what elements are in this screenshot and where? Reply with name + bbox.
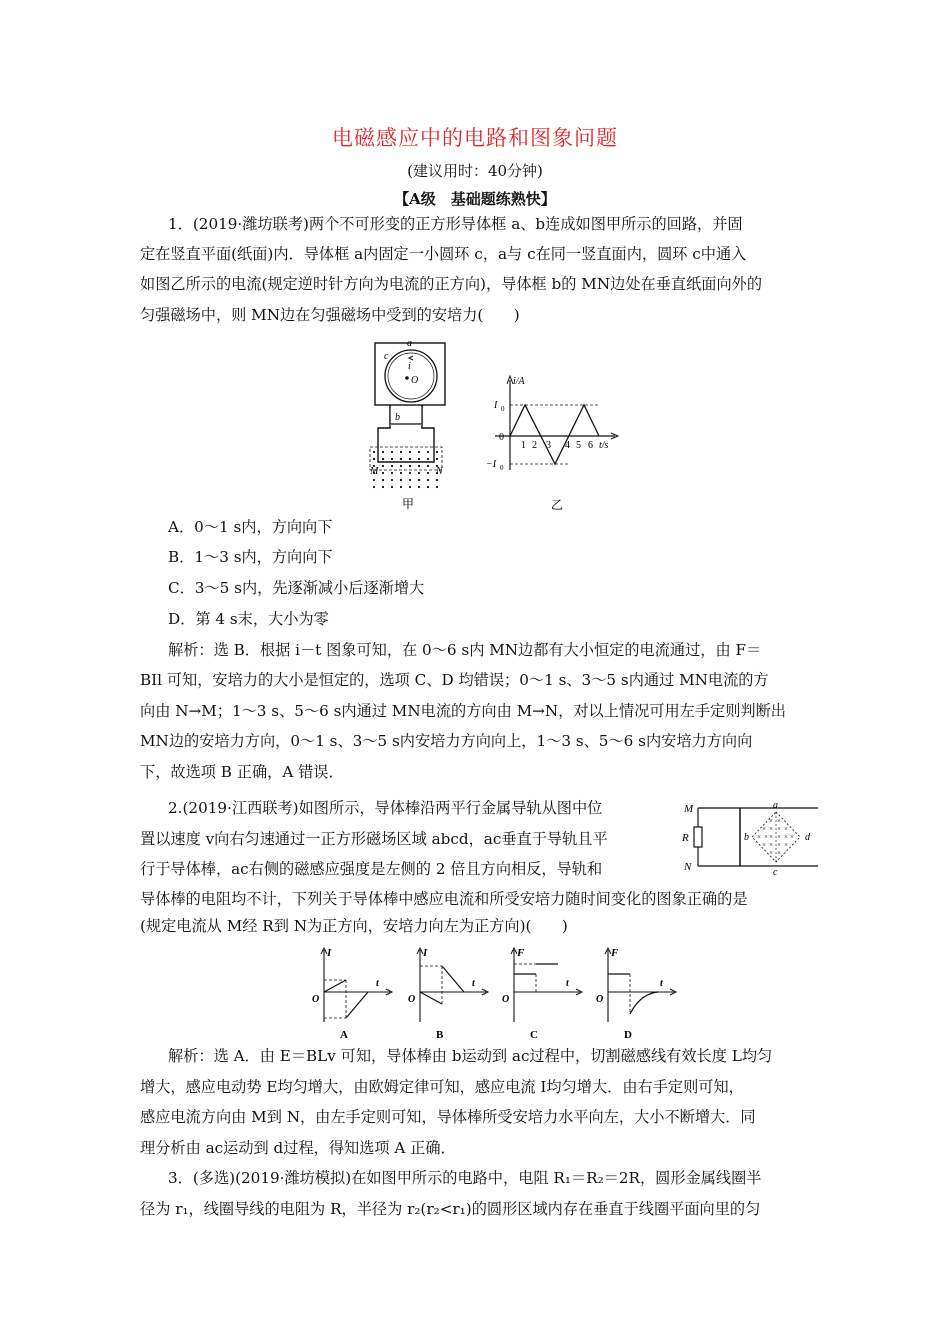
magnetic-field-dots — [373, 451, 438, 488]
label-a: a — [407, 338, 412, 349]
svg-text:×: × — [777, 817, 781, 825]
svg-text:×: × — [757, 833, 761, 841]
figure-yi — [485, 370, 625, 515]
label-b: b — [744, 832, 749, 843]
graph-a-caption: A — [340, 1029, 348, 1040]
label-c: c — [773, 867, 778, 878]
graph-d-axis: F — [611, 947, 619, 959]
q1-line: 1．(2019·潍坊联考)两个不可形变的正方形导体框 a、b连成如图甲所示的回路，并固 — [168, 215, 743, 233]
q1-line: 匀强磁场中，则 MN边在匀强磁场中受到的安培力( ) — [140, 306, 520, 324]
svg-text:×: × — [769, 817, 773, 825]
label-o: O — [411, 375, 419, 386]
yi-tick: 2 — [532, 440, 537, 451]
q1-analysis: 向由 N→M；1～3 s、5～6 s内通过 MN电流的方向由 M→N，对以上情况可用左手定则判断出 — [140, 702, 786, 720]
yi-neg-i0: −I — [486, 459, 497, 470]
page-title: 电磁感应中的电路和图象问题 — [332, 126, 618, 150]
graph-b-axis: I — [423, 947, 428, 959]
svg-text:×: × — [784, 825, 788, 833]
figure-jia — [360, 338, 460, 513]
svg-text:×: × — [777, 833, 781, 841]
graph-b-origin: O — [408, 994, 416, 1005]
q2-line: 2.(2019·江西联考)如图所示，导体棒沿两平行金属导轨从图中位 — [168, 799, 603, 817]
graph-c-t: t — [566, 978, 569, 989]
q2-line: 导体棒的电阻均不计，下列关于导体棒中感应电流和所受安培力随时间变化的图象正确的是 — [140, 890, 748, 908]
q1-option-c: C．3～5 s内，先逐渐减小后逐渐增大 — [168, 579, 425, 597]
graph-b — [408, 947, 488, 1040]
svg-text:×: × — [769, 825, 773, 833]
graph-b-t: t — [472, 978, 475, 989]
q2-line: 行于导体棒，ac右侧的磁感应强度是左侧的 2 倍且方向相反，导轨和 — [140, 860, 603, 878]
q3-line: 径为 r₁，线圈导线的电阻为 R，半径为 r₂(r₂<r₁)的圆形区域内存在垂直于线圈平面向里的匀 — [140, 1200, 761, 1218]
yi-neg-i0-sub: 0 — [500, 464, 504, 472]
resistor-r — [694, 827, 702, 847]
caption-yi: 乙 — [551, 498, 564, 512]
q2-analysis: 增大，感应电动势 E均匀增大，由欧姆定律可知，感应电流 I均匀增大．由右手定则可知， — [140, 1078, 744, 1096]
graph-a-origin: O — [312, 994, 320, 1005]
graph-d-t: t — [660, 978, 663, 989]
graph-a — [312, 947, 392, 1040]
caption-jia: 甲 — [402, 497, 415, 511]
svg-text:×: × — [784, 841, 788, 849]
yi-tick: 1 — [521, 440, 526, 451]
graph-d — [596, 947, 676, 1040]
svg-text:×: × — [764, 833, 768, 841]
yi-ylabel: i/A — [513, 376, 525, 387]
svg-text:×: × — [762, 825, 766, 833]
label-m: M — [370, 466, 379, 477]
yi-tick: 3 — [546, 440, 551, 451]
yi-current-curve — [510, 405, 599, 464]
yi-tick: 4 — [565, 440, 570, 451]
graph-a-axis: I — [327, 947, 332, 959]
q1-option-a: A．0～1 s内，方向向下 — [168, 518, 333, 536]
graph-c — [502, 947, 582, 1040]
q2-analysis: 理分析由 ac运动到 d过程，得知选项 A 正确． — [140, 1139, 456, 1157]
q1-analysis: MN边的安培力方向，0～1 s、3～5 s内安培力方向向上，1～3 s、5～6 s内安培力方向向 — [140, 732, 753, 750]
suggested-time: (建议用时：40分钟) — [407, 162, 543, 180]
svg-text:×: × — [769, 833, 773, 841]
svg-text:×: × — [784, 833, 788, 841]
svg-text:×: × — [777, 841, 781, 849]
q1-line: 定在竖直平面(纸面)内．导体框 a内固定一小圆环 c，a与 c在同一竖直面内，圆环 c中通入 — [140, 245, 747, 263]
yi-tick: 5 — [576, 440, 581, 451]
svg-text:×: × — [769, 841, 773, 849]
label-m: M — [684, 803, 694, 815]
q2-analysis: 感应电流方向由 M到 N，由左手定则可知，导体棒所受安培力水平向左，大小不断增大．同 — [140, 1108, 756, 1126]
label-n: N — [684, 861, 692, 873]
graph-d-caption: D — [624, 1029, 632, 1040]
q1-line: 如图乙所示的电流(规定逆时针方向为电流的正方向)，导体框 b的 MN边处在垂直纸面向外的 — [140, 275, 763, 293]
yi-i0-sub: 0 — [501, 405, 505, 413]
graph-b-caption: B — [436, 1029, 444, 1040]
q2-line: (规定电流从 M经 R到 N为正方向，安培力向左为正方向)( ) — [140, 917, 568, 935]
graph-c-origin: O — [502, 994, 510, 1005]
q2-analysis: 解析：选 A．由 E＝BLv 可知，导体棒由 b运动到 ac过程中，切割磁感线有效长度 L均匀 — [168, 1047, 773, 1065]
label-b: b — [395, 412, 400, 423]
q2-line: 置以速度 v向右匀速通过一正方形磁场区域 abcd，ac垂直于导轨且平 — [140, 830, 608, 848]
q2-circuit-figure — [678, 796, 818, 878]
label-d: d — [805, 832, 810, 843]
graph-d-origin: O — [596, 994, 604, 1005]
svg-text:×: × — [762, 841, 766, 849]
q1-option-b: B．1～3 s内，方向向下 — [168, 548, 333, 566]
label-a: a — [773, 800, 778, 811]
svg-text:×: × — [769, 849, 773, 857]
label-c: c — [384, 351, 389, 362]
svg-text:×: × — [790, 833, 794, 841]
label-r: R — [682, 832, 689, 844]
yi-origin: 0 — [499, 432, 504, 443]
q1-analysis: BIl 可知，安培力的大小是恒定的，选项 C、D 均错误；0～1 s、3～5 s内通过 MN电流的方 — [140, 671, 769, 689]
yi-tlabel: t/s — [599, 440, 609, 451]
field-crosses — [757, 817, 794, 857]
q1-option-d: D．第 4 s末，大小为零 — [168, 610, 329, 628]
q2-option-graphs — [308, 944, 683, 1040]
q1-analysis: 下，故选项 B 正确，A 错误． — [140, 763, 344, 781]
label-i: i — [408, 361, 411, 372]
yi-tick: 6 — [588, 440, 593, 451]
q3-line: 3．(多选)(2019·潍坊模拟)在如图甲所示的电路中，电阻 R₁＝R₂＝2R，圆形金属线圈半 — [168, 1169, 762, 1187]
graph-c-caption: C — [530, 1029, 538, 1040]
svg-text:×: × — [777, 825, 781, 833]
graph-c-axis: F — [517, 947, 525, 959]
q1-analysis: 解析：选 B．根据 i－t 图象可知，在 0～6 s内 MN边都有大小恒定的电流通过，由 F＝ — [168, 641, 762, 659]
graph-a-t: t — [376, 978, 379, 989]
level-heading: 【A级 基础题练熟快】 — [394, 190, 556, 208]
svg-text:×: × — [777, 849, 781, 857]
label-n: N — [436, 466, 443, 477]
yi-i0: I — [494, 400, 498, 411]
